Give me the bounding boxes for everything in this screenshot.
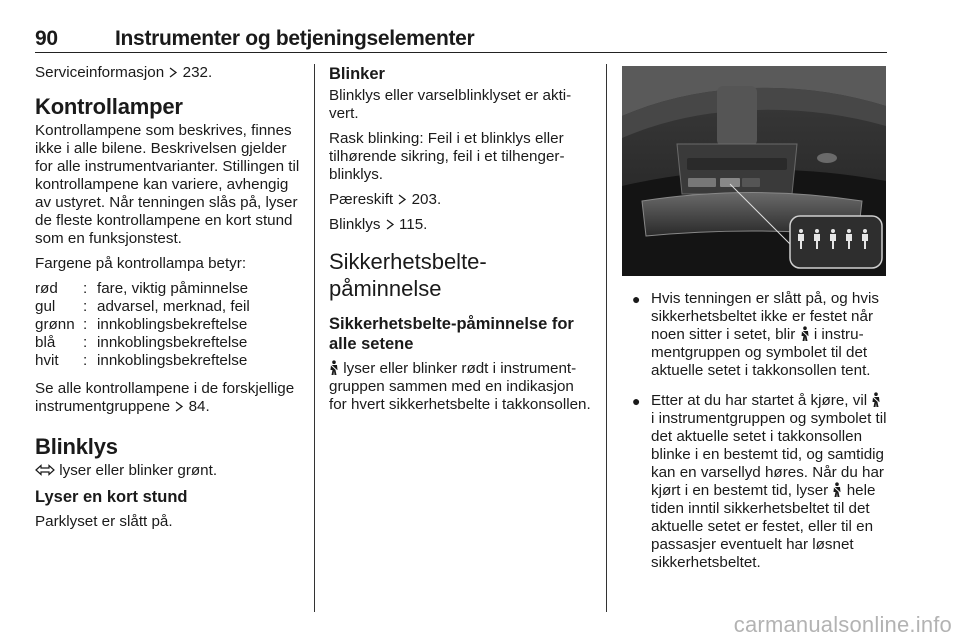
page-header <box>35 27 887 53</box>
lyser-text: Parklyset er slått på. <box>35 513 173 530</box>
reference-arrow-icon <box>385 219 395 230</box>
paereskift-line: Pæreskift 203. <box>329 191 442 208</box>
rask-text: Rask blinking: Feil i et blinklys eller tilhørende sikring, feil i et tilhengerblinklys. <box>329 130 565 183</box>
sikkerhet-text: lyser eller blinker rødt i instrumentgruppen sammen med en indikasjon for hvert sikkerhetsbelte i takkonsollen. <box>329 360 591 413</box>
color-table <box>35 280 250 370</box>
page-title: Instrumenter og betjeningselementer <box>115 27 475 50</box>
page-number: 90 <box>35 27 58 50</box>
blinklys-line: Blinklys 115. <box>329 216 428 233</box>
list-item: ● Etter at du har startet å kjøre, vil i instrumentgruppen og symbolet til det aktuelle setet i takkonsollen blinke i en bestemt tid, og samtidig kan en varsellyd høres. Når du har kjørt i en bestemt tid, lyser hele tiden inntil sikkerhetsbeltet til det aktuelle setet er festet, eller til en passasjer eventuelt har løsnet sikkerhetsbeltet. <box>632 392 887 571</box>
blinklys-heading: Blinklys <box>35 434 118 459</box>
overhead-console-photo <box>622 66 886 276</box>
bullet-icon: ● <box>632 393 641 409</box>
reference-arrow-icon <box>397 194 407 205</box>
fargene-text: Fargene på kontrollampa betyr: <box>35 255 247 272</box>
seatbelt-icon <box>329 360 339 376</box>
paereskift-ref[interactable]: 203. <box>411 191 442 208</box>
kontrollamper-text: Kontrollampene som beskrives, finnes ikke i alle bilene. Beskrivelsen gjelder for alle instrumentvarianter. Stillingen til kontrollampene kan variere, avhengig av ustyret. Når tenningen slås på, lyser de fleste kontrollampene en kort stund som en funksjonstest. <box>35 122 300 247</box>
table-row: rød : fare, viktig påminnelse <box>35 280 249 297</box>
kontrollamper-heading: Kontrollamper <box>35 94 183 119</box>
blinker-text: Blinklys eller varselblinklyset er aktivert. <box>329 87 572 122</box>
reference-arrow-icon <box>174 401 184 412</box>
seatbelt-bullet-list <box>632 290 888 584</box>
service-line: Serviceinformasjon 232. <box>35 64 213 81</box>
seatbelt-icon <box>832 482 842 498</box>
column-divider <box>314 64 315 612</box>
table-row: blå : innkoblingsbekreftelse <box>35 334 248 351</box>
bullet-icon: ● <box>632 291 641 307</box>
column-left <box>35 64 301 538</box>
reference-arrow-icon <box>168 67 178 78</box>
seatbelt-icon <box>800 326 810 342</box>
blinklys-text: lyser eller blinker grønt. <box>35 462 301 480</box>
column-middle <box>329 64 591 421</box>
blinker-heading: Blinker <box>329 65 385 83</box>
turn-signal-icon <box>35 464 55 476</box>
column-divider <box>606 64 607 612</box>
service-ref[interactable]: 232. <box>182 64 213 81</box>
blinklys-ref[interactable]: 115. <box>398 216 428 233</box>
seatbelt-icon <box>871 392 881 408</box>
table-row: gul : advarsel, merknad, feil <box>35 298 250 315</box>
sikkerhet-subheading: Sikkerhetsbelte-påminnelse for alle setene <box>329 315 574 353</box>
table-row: grønn : innkoblingsbekreftelse <box>35 316 248 333</box>
table-row: hvit : innkoblingsbekreftelse <box>35 352 248 369</box>
lyser-heading: Lyser en kort stund <box>35 488 188 506</box>
se-alle-text: Se alle kontrollampene i de forskjellige instrumentgruppene 84. <box>35 380 295 415</box>
se-alle-ref[interactable]: 84. <box>188 398 210 415</box>
watermark: carmanualsonline.info <box>733 612 952 637</box>
list-item: ● Hvis tenningen er slått på, og hvis sikkerhetsbeltet ikke er festet når noen sitter i setet, blir i instrumentgruppen og symbolet til det aktuelle setet i takkonsollen tent. <box>632 290 879 379</box>
sikkerhet-heading: Sikkerhetsbelte- påminnelse <box>329 249 487 301</box>
